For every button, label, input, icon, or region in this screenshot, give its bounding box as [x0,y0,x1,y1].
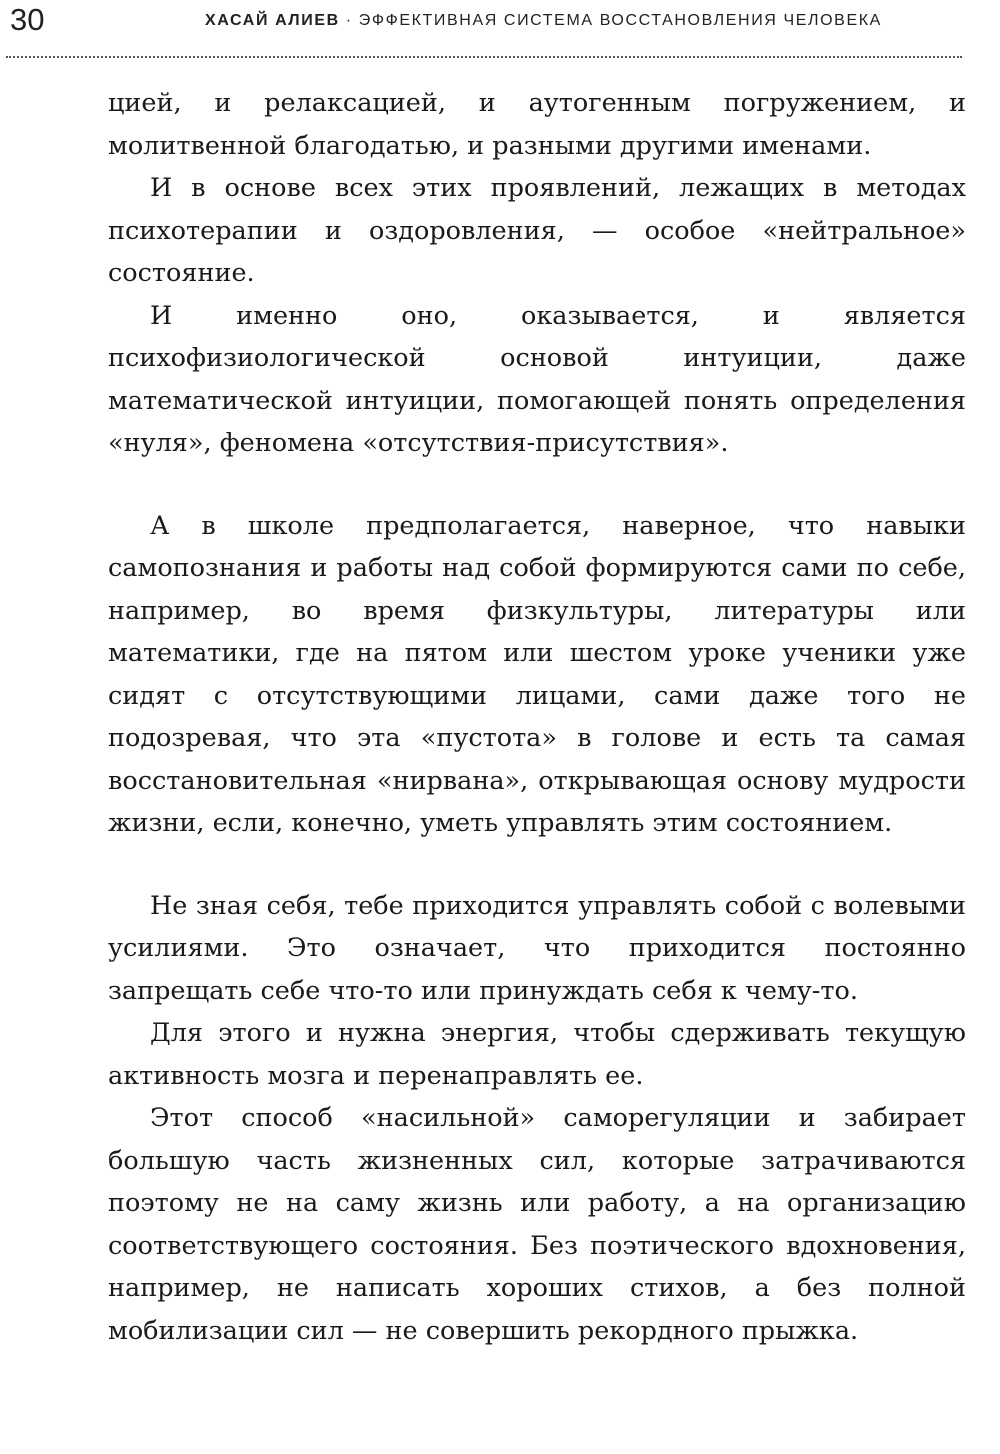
paragraph: И в основе всех этих проявлений, лежащих в методах психотерапии и оздоровления, — особое «нейтральное» состояние. [108,173,966,288]
running-head-title: ЭФФЕКТИВНАЯ СИСТЕМА ВОССТАНОВЛЕНИЯ ЧЕЛОВЕКА [358,12,882,29]
body-text [108,82,966,1352]
paragraph: И именно оно, оказывается, и является психофизиологической основой интуиции, даже математической интуиции, помогающей понять определения «нуля», феномена «отсутствия-присутствия». [108,300,966,458]
running-head-separator: · [345,12,353,29]
running-head-author: ХАСАЙ АЛИЕВ [205,12,340,29]
paragraph-continuation: цией, и релаксацией, и аутогенным погружением, и молитвенной благодатью, и разными другими именами. [108,88,966,161]
paragraph: А в школе предполагается, наверное, что навыки самопознания и работы над собой формируются сами по себе, например, во время физкультуры, литературы или математики, где на пятом или шестом уроке ученики уже сидят с отсутствующими лицами, сами даже того не подозревая, что эта «пустота» в голове и есть та самая восстановительная «нирвана», открывающая основу мудрости жизни, если, конечно, уметь управлять этим состоянием. [108,510,966,838]
running-head [205,12,882,30]
paragraph: Для этого и нужна энергия, чтобы сдерживать текущую активность мозга и перенаправлять ее. [108,1018,966,1091]
page-number: 30 [10,2,45,37]
paragraph: Этот способ «насильной» саморегуляции и забирает большую часть жизненных сил, которые затрачиваются поэтому не на саму жизнь или работу, а на организацию соответствующего состояния. Без поэтического вдохновения, например, не написать хороших стихов, а без полной мобилизации сил — не совершить рекордного прыжка. [108,1103,966,1346]
header-rule [6,56,962,58]
paragraph: Не зная себя, тебе приходится управлять собой с волевыми усилиями. Это означает, что приходится постоянно запрещать себе что-то или принуждать себя к чему-то. [108,890,966,1006]
